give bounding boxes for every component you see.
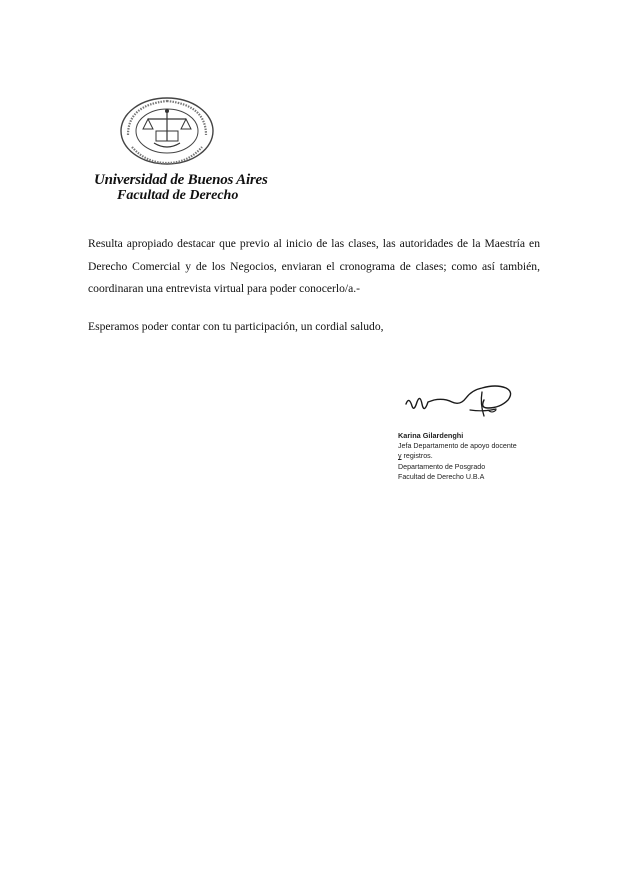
paragraph-line: coordinaran una entrevista virtual para poder conocerlo/a.-	[88, 282, 361, 295]
paragraph-closing: Esperamos poder contar con tu participación, un cordial saludo,	[88, 320, 384, 333]
signatory-title: Jefa Departamento de apoyo docente	[398, 442, 517, 451]
paragraph-line: Derecho Comercial y de los Negocios, enviaran el cronograma de clases; como así también,	[88, 259, 540, 273]
institution-name: Universidad de Buenos Aires	[94, 172, 268, 188]
handwritten-signature-icon	[400, 380, 520, 425]
signatory-department: Departamento de Posgrado	[398, 462, 486, 471]
faculty-seal-icon	[116, 95, 218, 167]
signatory-faculty: Facultad de Derecho U.B.A	[398, 472, 485, 481]
signatory-title-line2	[398, 451, 517, 461]
signatory-title-rest: registros.	[401, 452, 433, 461]
signature-block	[398, 431, 517, 482]
signatory-name: Karina Gilardenghi	[398, 431, 464, 440]
paragraph-line: Resulta apropiado destacar que previo al inicio de las clases, las autoridades de la Maestría en	[88, 237, 540, 250]
signatory-title-prefix: y	[398, 452, 402, 461]
paragraph-schedule	[88, 233, 540, 301]
faculty-name: Facultad de Derecho	[117, 188, 239, 203]
